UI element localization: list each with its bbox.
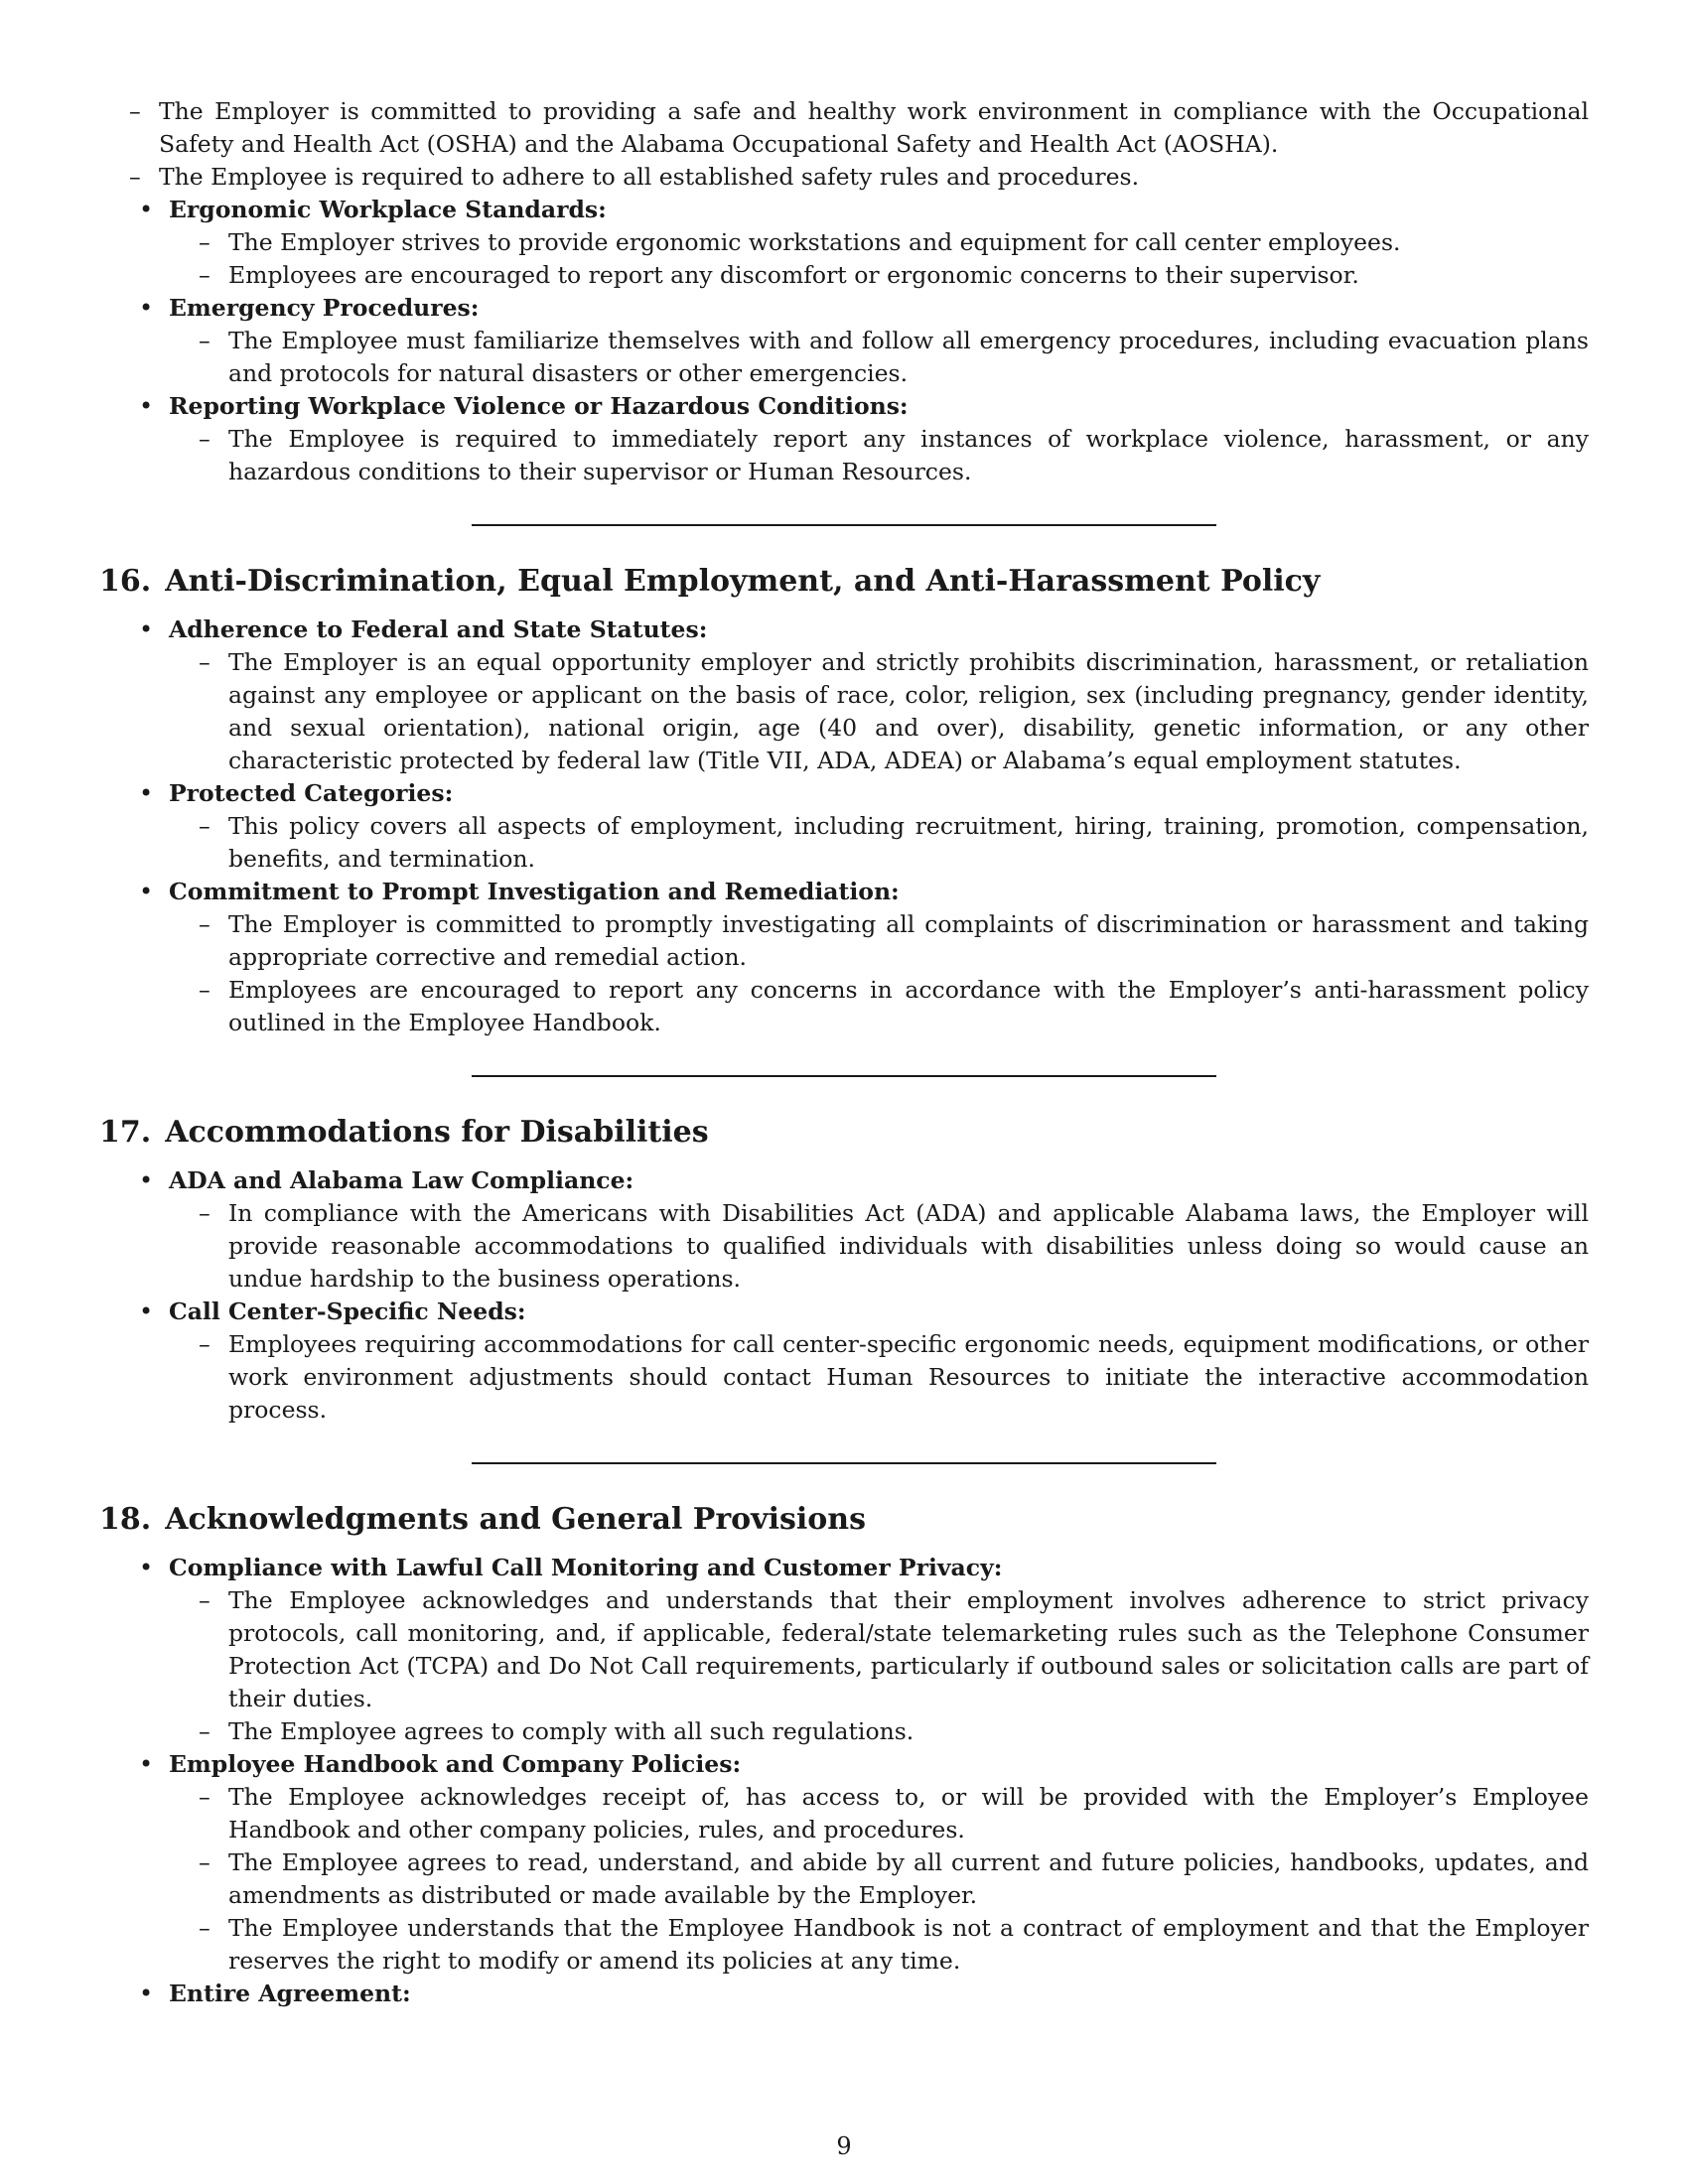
- section-heading: [99, 1500, 1589, 1540]
- continuation-bullets: [99, 194, 1589, 488]
- bullet-heading: • Entire Agreement:: [169, 1979, 411, 2007]
- section-17: [99, 1113, 1589, 1427]
- bullet-item: [99, 1552, 1589, 1748]
- bullet-heading: • Call Center-Specific Needs:: [169, 1297, 526, 1325]
- sub-item: – The Employee must familiarize themselves with and follow all emergency procedures, including evacuation plans and protocols for natural disasters or other emergencies.: [169, 325, 1589, 390]
- bullet-heading: • Emergency Procedures:: [169, 294, 480, 322]
- section-divider: [472, 1075, 1216, 1077]
- sub-item: – The Employee acknowledges and understands that their employment involves adherence to strict privacy protocols, call monitoring, and, if applicable, federal/state telemarketing rules such as the Telephone Consumer Protection Act (TCPA) and Do Not Call requirements, particularly if outbound sales or solicitation calls are part of their duties.: [169, 1584, 1589, 1715]
- bullet-item: [99, 876, 1589, 1039]
- sub-item: – The Employer is committed to promptly investigating all complaints of discrimination or harassment and taking appropriate corrective and remedial action.: [169, 908, 1589, 974]
- sub-item: – This policy covers all aspects of employment, including recruitment, hiring, training, promotion, compensation, benefits, and termination.: [169, 810, 1589, 876]
- section-number: 18.: [99, 1502, 152, 1537]
- sub-item: – The Employee is required to adhere to all established safety rules and procedures.: [99, 161, 1589, 194]
- bullet-item: [99, 390, 1589, 488]
- section-heading: [99, 1113, 1589, 1153]
- section-18: [99, 1500, 1589, 2010]
- bullet-item: [99, 1978, 1589, 2010]
- bullet-item: [99, 292, 1589, 390]
- section-divider: [472, 524, 1216, 526]
- sub-item: – The Employee understands that the Employee Handbook is not a contract of employment and that the Employer reserves the right to modify or amend its policies at any time.: [169, 1912, 1589, 1978]
- section-title: Acknowledgments and General Provisions: [165, 1502, 867, 1537]
- sub-item: – Employees are encouraged to report any discomfort or ergonomic concerns to their supervisor.: [169, 259, 1589, 292]
- section-divider: [472, 1462, 1216, 1464]
- bullet-item: [99, 1164, 1589, 1296]
- bullet-item: [99, 777, 1589, 876]
- bullet-heading: • Adherence to Federal and State Statutes:: [169, 615, 708, 643]
- section-title: Anti-Discrimination, Equal Employment, and Anti-Harassment Policy: [165, 564, 1321, 599]
- bullet-heading: • Reporting Workplace Violence or Hazardous Conditions:: [169, 392, 909, 420]
- section-title: Accommodations for Disabilities: [165, 1115, 709, 1150]
- sub-item: – The Employer is an equal opportunity employer and strictly prohibits discrimination, harassment, or retaliation against any employee or applicant on the basis of race, color, religion, sex (including pregnancy, gender identity, and sexual orientation), national origin, age (40 and over), disability, genetic information, or any other characteristic protected by federal law (Title VII, ADA, ADEA) or Alabama’s equal employment statutes.: [169, 646, 1589, 777]
- sub-item: – The Employee agrees to read, understand, and abide by all current and future policies, handbooks, updates, and amendments as distributed or made available by the Employer.: [169, 1846, 1589, 1912]
- sub-item: – In compliance with the Americans with Disabilities Act (ADA) and applicable Alabama laws, the Employer will provide reasonable accommodations to qualified individuals with disabilities unless doing so would cause an undue hardship to the business operations.: [169, 1197, 1589, 1296]
- continuation-block: [99, 95, 1589, 488]
- sub-item: – The Employee agrees to comply with all such regulations.: [169, 1715, 1589, 1748]
- section-heading: [99, 562, 1589, 602]
- section-16: [99, 562, 1589, 1039]
- document-page: [99, 95, 1589, 2010]
- sub-item: – The Employee acknowledges receipt of, has access to, or will be provided with the Employer’s Employee Handbook and other company policies, rules, and procedures.: [169, 1781, 1589, 1846]
- continuation-subitems: [99, 95, 1589, 194]
- sub-item: – The Employer is committed to providing a safe and healthy work environment in compliance with the Occupational Safety and Health Act (OSHA) and the Alabama Occupational Safety and Health Act (AOSHA).: [99, 95, 1589, 161]
- bullet-heading: • ADA and Alabama Law Compliance:: [169, 1166, 634, 1194]
- bullet-heading: • Employee Handbook and Company Policies:: [169, 1750, 742, 1778]
- bullet-heading: • Compliance with Lawful Call Monitoring and Customer Privacy:: [169, 1554, 1003, 1581]
- bullet-item: [99, 194, 1589, 292]
- bullet-item: [99, 614, 1589, 777]
- bullet-heading: • Ergonomic Workplace Standards:: [169, 196, 607, 223]
- section-number: 16.: [99, 564, 152, 599]
- sub-item: – Employees requiring accommodations for call center-specific ergonomic needs, equipment modifications, or other work environment adjustments should contact Human Resources to initiate the interactive accommodation process.: [169, 1328, 1589, 1427]
- bullet-heading: • Protected Categories:: [169, 779, 454, 807]
- section-number: 17.: [99, 1115, 152, 1150]
- page-number: 9: [836, 2132, 852, 2160]
- sub-item: – The Employee is required to immediately report any instances of workplace violence, harassment, or any hazardous conditions to their supervisor or Human Resources.: [169, 423, 1589, 488]
- bullet-item: [99, 1296, 1589, 1427]
- bullet-heading: • Commitment to Prompt Investigation and Remediation:: [169, 878, 900, 905]
- bullet-item: [99, 1748, 1589, 1978]
- sub-item: – Employees are encouraged to report any concerns in accordance with the Employer’s anti-harassment policy outlined in the Employee Handbook.: [169, 974, 1589, 1039]
- sub-item: – The Employer strives to provide ergonomic workstations and equipment for call center employees.: [169, 226, 1589, 259]
